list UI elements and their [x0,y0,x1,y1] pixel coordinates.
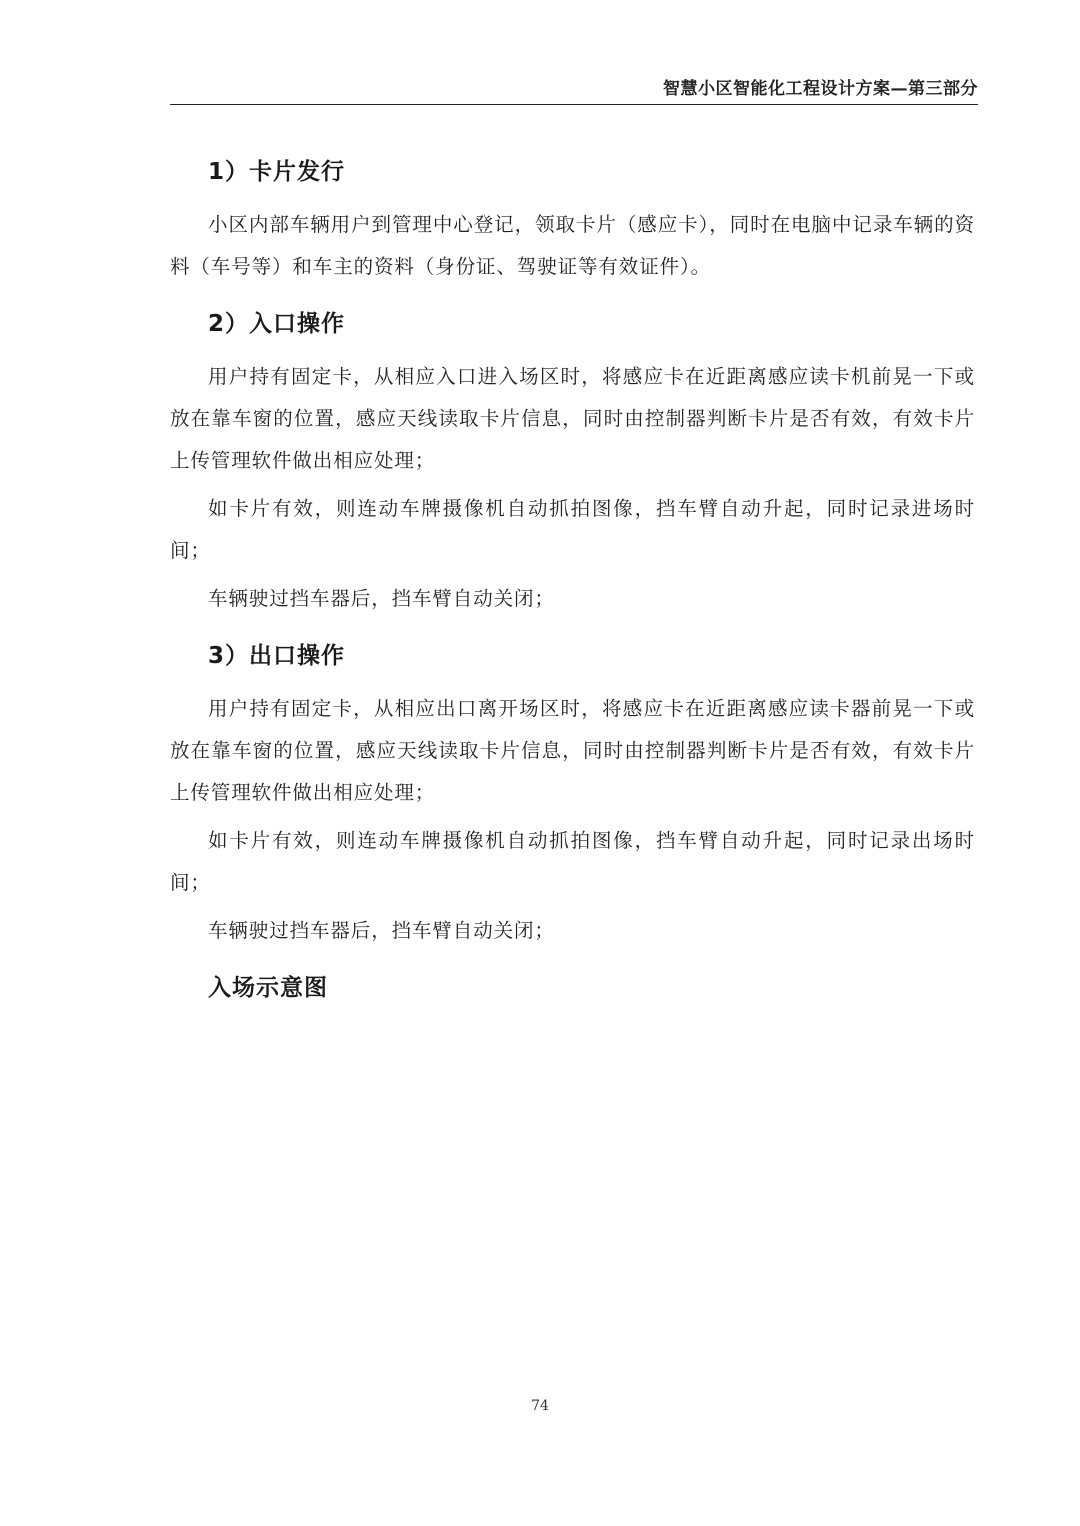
running-header: 智慧小区智能化工程设计方案—第三部分 [170,76,978,105]
paragraph: 如卡片有效，则连动车牌摄像机自动抓拍图像，挡车臂自动升起，同时记录出场时间； [170,829,975,894]
paragraph: 如卡片有效，则连动车牌摄像机自动抓拍图像，挡车臂自动升起，同时记录进场时间； [170,497,975,562]
paragraph: 车辆驶过挡车器后，挡车臂自动关闭； [208,919,555,942]
page-body [170,150,975,1010]
section-heading-exit-operation: 3）出口操作 [208,643,346,669]
paragraph: 小区内部车辆用户到管理中心登记，领取卡片（感应卡），同时在电脑中记录车辆的资料（车号等）和车主的资料（身份证、驾驶证等有效证件）。 [170,213,975,278]
paragraph: 车辆驶过挡车器后，挡车臂自动关闭； [208,587,555,610]
page-number: 74 [531,1398,549,1414]
paragraph: 用户持有固定卡，从相应入口进入场区时，将感应卡在近距离感应读卡机前晃一下或放在靠车窗的位置，感应天线读取卡片信息，同时由控制器判断卡片是否有效，有效卡片上传管理软件做出相应处理； [170,365,975,472]
paragraph: 用户持有固定卡，从相应出口离开场区时，将感应卡在近距离感应读卡器前晃一下或放在靠车窗的位置，感应天线读取卡片信息，同时由控制器判断卡片是否有效，有效卡片上传管理软件做出相应处理； [170,697,975,804]
section-heading-entry-operation: 2）入口操作 [208,311,346,337]
section-heading-card-issuance: 1）卡片发行 [208,159,346,185]
figure-title: 入场示意图 [208,975,328,1001]
